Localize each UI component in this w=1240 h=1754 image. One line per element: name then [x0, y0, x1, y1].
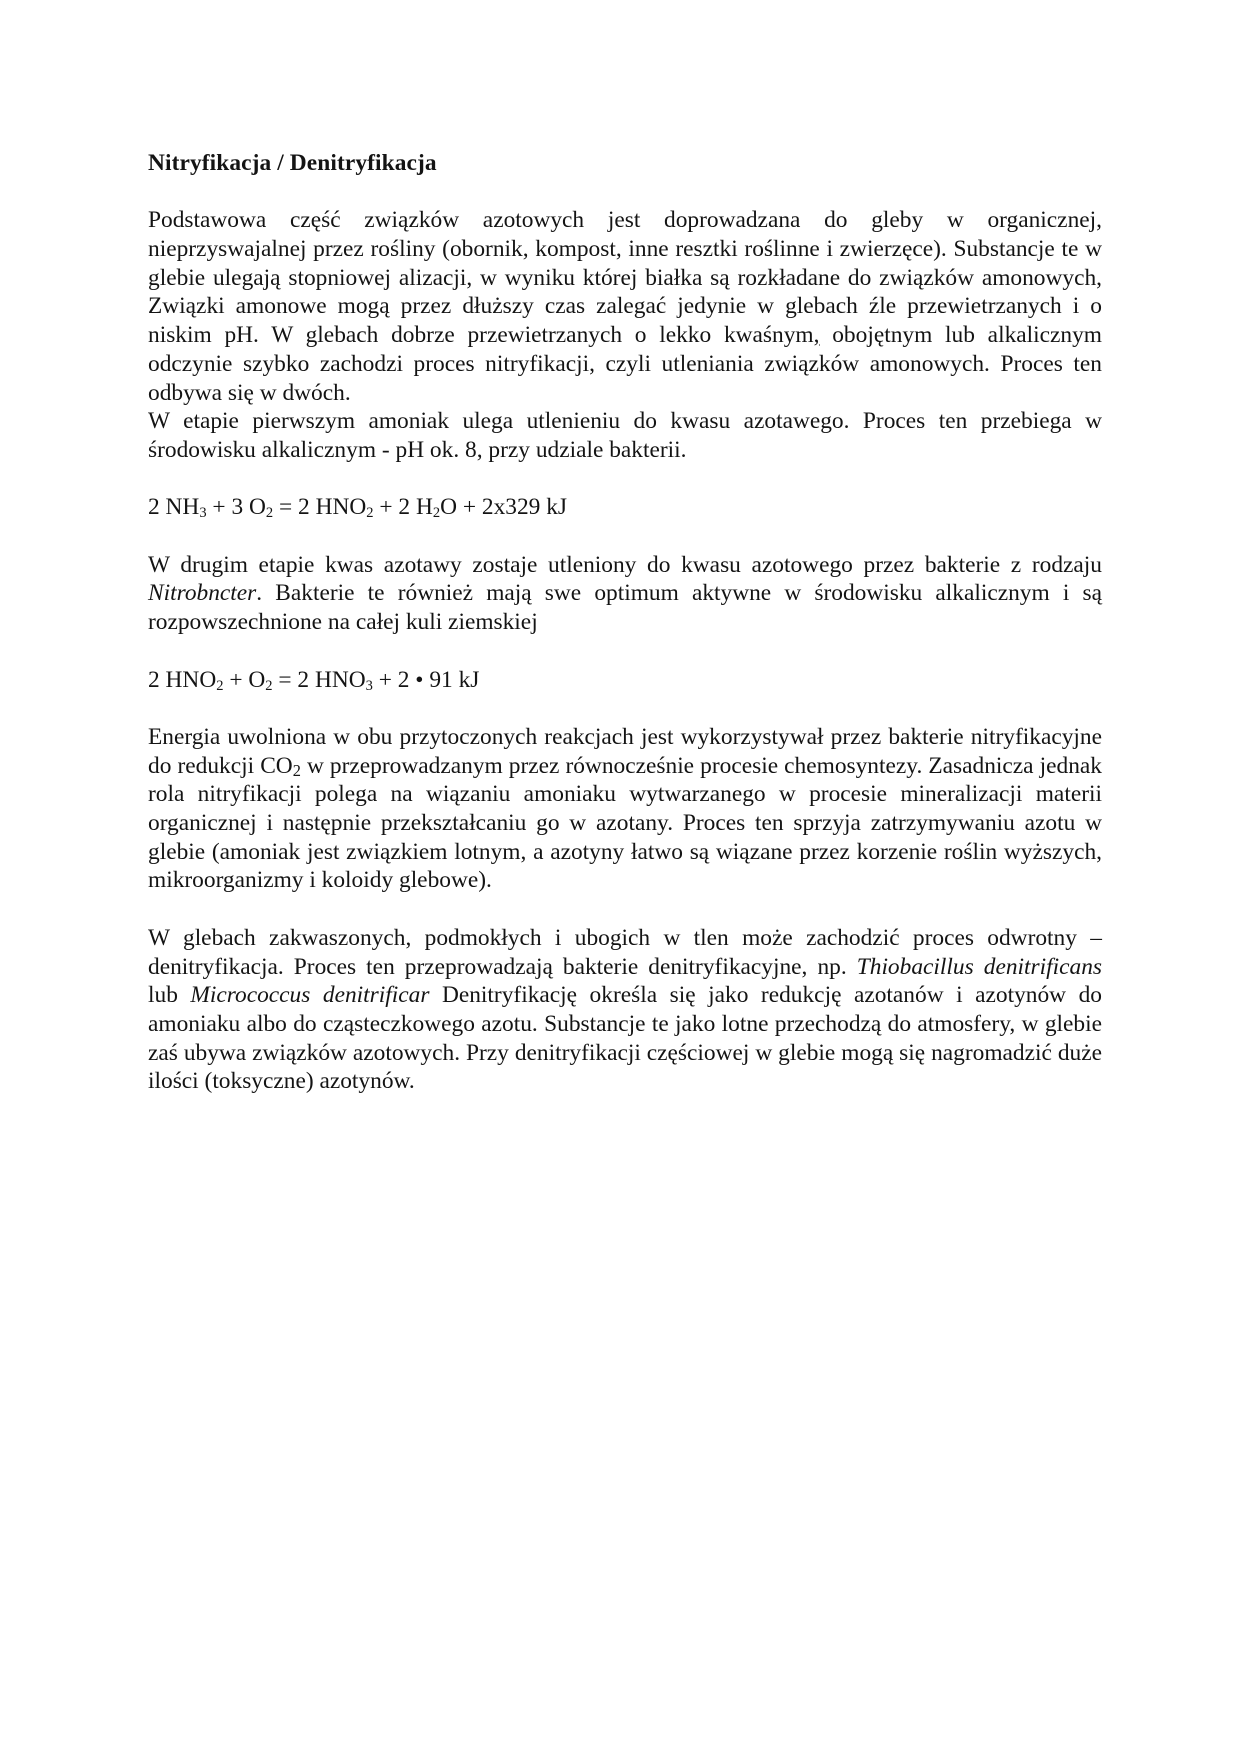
equation-nitrite-oxidation [148, 666, 1102, 695]
subscript: 2 [292, 760, 301, 780]
document-page [148, 149, 1102, 1096]
paragraph-text: lub [148, 982, 191, 1009]
blank-line [148, 522, 1102, 551]
subscript: 2 [366, 505, 374, 522]
equation-part: O + 2x329 kJ [440, 494, 567, 521]
equation-part: 2 NH [148, 494, 200, 521]
document-title: Nitryfikacja / Denitryfikacja [148, 150, 437, 176]
equation-part: = 2 HNO [273, 494, 367, 521]
blank-line [148, 465, 1102, 494]
paragraph-first-stage: W etapie pierwszym amoniak ulega utlenieniu do kwasu azotawego. Proces ten przebiega w środowisku alkalicznym - pH ok. 8, przy udziale bakterii. [148, 408, 1102, 463]
paragraph-energy [148, 723, 1102, 895]
equation-part: 2 HNO [148, 666, 217, 693]
paragraph-text: W glebach zakwaszonych, podmokłych i ubogich w tlen może zachodzić proces odwrotny – denitryfikacja. Proces ten przeprowadzają bakterie denitryfikacyjne, np. [148, 924, 1102, 980]
blank-line [148, 178, 1102, 207]
equation-part: + O [223, 666, 266, 693]
genus-name: Nitrobncter [148, 580, 257, 607]
equation-ammonia-oxidation [148, 493, 1102, 522]
species-name: Thiobacillus denitrificans [856, 953, 1102, 980]
paragraph-text: w przeprowadzanym przez równocześnie procesie chemosyntezy. Zasadnicza jednak rola nitryfikacji polega na wiązaniu amoniaku wytwarzanego w procesie mineralizacji materii organicznej i następnie przekształcaniu go w azotany. Proces ten sprzyja zatrzymywaniu azotu w glebie (amoniak jest związkiem lotnym, a azotyny łatwo są wiązane przez korzenie roślin wyższych, mikroorganizmy i koloidy glebowe). [148, 752, 1102, 894]
blank-line [148, 637, 1102, 666]
subscript: 2 [216, 677, 224, 694]
paragraph-text: . Bakterie te również mają swe optimum aktywne w środowisku alkalicznym i są rozpowszechnione na całej kuli ziemskiej [148, 580, 1102, 636]
paragraph-second-stage [148, 551, 1102, 637]
equation-part: + 2 • 91 kJ [372, 666, 480, 693]
blank-line [148, 895, 1102, 924]
equation-part: + 3 O [206, 494, 266, 521]
paragraph-denitrification [148, 924, 1102, 1096]
paragraph-text: obojętnym lub alkalicznym odczynie szybko zachodzi proces nitryfikacji, czyli utleniania związków amonowych. Proces ten odbywa się w dwóch. [148, 322, 1102, 406]
equation-part: = 2 HNO [272, 666, 366, 693]
subscript: 2 [265, 677, 273, 694]
paragraph-text: W drugim etapie kwas azotawy zostaje utleniony do kwasu azotowego przez bakterie z rodzaju [148, 551, 1102, 578]
subscript: 2 [432, 505, 441, 522]
subscript: 3 [199, 505, 207, 522]
paragraph-nitrification-intro [148, 206, 1102, 407]
paragraph-text: Energia uwolniona w obu przytoczonych reakcjach jest wykorzystywał przez bakterie nitryfikacyjne do redukcji CO [148, 723, 1102, 779]
equation-part: + 2 H [373, 494, 433, 521]
paragraph-text: Podstawowa część związków azotowych jest doprowadzana do gleby w organicznej, nieprzyswajalnej przez rośliny (obornik, kompost, inne resztki roślinne i zwierzęce). Substancje te w glebie ulegają stopniowej alizacji, w wyniku której białka są rozkładane do związków amonowych, Związki amonowe mogą przez dłuższy czas zalegać jedynie w glebach źle przewietrzanych i o niskim pH. W glebach dobrze przewietrzanych o lekko kwaśnym [148, 207, 1102, 349]
species-name: Micrococcus denitrificar [190, 982, 430, 1009]
underlined-comma: , [813, 322, 820, 349]
subscript: 2 [265, 505, 274, 522]
paragraph-text: Denitryfikację określa się jako redukcję azotanów i azotynów do amoniaku albo do cząsteczkowego azotu. Substancje te jako lotne przechodzą do atmosfery, w glebie zaś ubywa związków azotowych. Przy denitryfikacji częściowej w glebie mogą się nagromadzić duże ilości (toksyczne) azotynów. [148, 982, 1102, 1095]
subscript: 3 [365, 677, 373, 694]
blank-line [148, 694, 1102, 723]
